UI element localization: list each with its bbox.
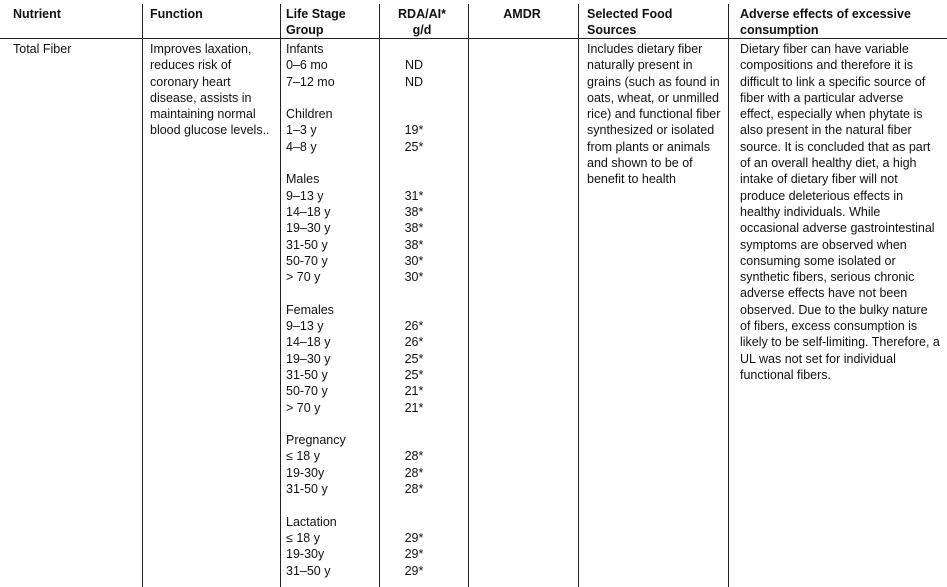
- rda-value: ND: [404, 58, 424, 73]
- life-stage-label: 1–3 y: [286, 123, 317, 138]
- rda-value: 31*: [404, 188, 424, 203]
- rda-value: 21*: [404, 384, 424, 399]
- adverse-effects-text: Dietary fiber can have variable compositions and therefore it is difficult to link a specific source of fiber with a particular adverse effect, especially when phytate is also present in the natural fiber source. It is concluded that as part of an overall healthy diet, a high intake of dietary fiber will not produce deleterious effects in healthy individuals. While occasional adverse gastrointestinal symptoms are observed when consuming some isolated or synthetic fibers, serious chronic adverse effects have not been observed. Due to the bulky nature of fibers, excess consumption is likely to be self-limiting. Therefore, a UL was not set for individual functional fibers.: [740, 42, 940, 382]
- life-stage-row: [286, 334, 461, 350]
- function-text: Improves laxation, reduces risk of coronary heart disease, assists in maintaining normal blood glucose levels..: [150, 42, 270, 138]
- life-stage-label: > 70 y: [286, 270, 321, 285]
- life-stage-row: [286, 351, 461, 367]
- life-stage-group-label: Pregnancy: [286, 433, 346, 448]
- life-stage-group-label: Infants: [286, 42, 324, 56]
- life-stage-group-label: Males: [286, 172, 320, 187]
- rda-value: 25*: [404, 139, 424, 154]
- life-stage-list: [286, 41, 461, 579]
- life-stage-label: 19–30 y: [286, 221, 331, 236]
- column-divider: [280, 4, 281, 587]
- life-stage-label: ≤ 18 y: [286, 530, 320, 545]
- life-stage-group-label: Females: [286, 302, 334, 317]
- rda-value: 28*: [404, 465, 424, 480]
- group-spacer: [286, 497, 461, 513]
- rda-value: 29*: [404, 530, 424, 545]
- column-divider: [468, 4, 469, 587]
- rda-value: 38*: [404, 237, 424, 252]
- life-stage-label: 50-70 y: [286, 384, 328, 399]
- header-amdr: AMDR: [503, 7, 541, 21]
- rda-value: 30*: [404, 253, 424, 268]
- life-stage-label: > 70 y: [286, 400, 321, 415]
- rda-value: 30*: [404, 270, 424, 285]
- life-stage-label: 31-50 y: [286, 367, 328, 382]
- life-stage-row: [286, 139, 461, 155]
- life-stage-row: [286, 237, 461, 253]
- life-stage-label: 14–18 y: [286, 204, 331, 219]
- column-divider: [578, 4, 579, 587]
- life-stage-row: [286, 269, 461, 285]
- rda-value: 28*: [404, 449, 424, 464]
- rda-value: 28*: [404, 482, 424, 497]
- group-spacer: [286, 285, 461, 301]
- life-stage-label: 19–30 y: [286, 351, 331, 366]
- life-stage-row: [286, 465, 461, 481]
- life-stage-row: [286, 563, 461, 579]
- life-stage-row: [286, 74, 461, 90]
- header-nutrient: Nutrient: [13, 7, 61, 21]
- life-stage-row: [286, 448, 461, 464]
- nutrient-name: Total Fiber: [13, 42, 72, 56]
- life-stage-label: 7–12 mo: [286, 74, 335, 89]
- life-stage-label: 31-50 y: [286, 237, 328, 252]
- header-function: Function: [150, 7, 203, 21]
- header-food-sources: Selected Food Sources: [587, 7, 673, 38]
- rda-value: 29*: [404, 547, 424, 562]
- group-spacer: [286, 90, 461, 106]
- life-stage-row: [286, 220, 461, 236]
- food-sources-text: Includes dietary fiber naturally present in grains (such as found in oats, wheat, or unmilled rice) and functional fiber synthesized or isolated from plants or animals and shown to be of benefit to health: [587, 42, 721, 187]
- life-stage-label: 19-30y: [286, 547, 325, 562]
- life-stage-group-label: Lactation: [286, 514, 337, 529]
- life-stage-label: 31–50 y: [286, 563, 331, 578]
- life-stage-label: 4–8 y: [286, 139, 317, 154]
- life-stage-row: [286, 383, 461, 399]
- life-stage-row: [286, 253, 461, 269]
- rda-value: ND: [404, 74, 424, 89]
- rda-value: 38*: [404, 221, 424, 236]
- life-stage-label: 50-70 y: [286, 253, 328, 268]
- life-stage-label: 0–6 mo: [286, 58, 328, 73]
- life-stage-label: 9–13 y: [286, 188, 324, 203]
- life-stage-label: 9–13 y: [286, 319, 324, 334]
- life-stage-label: 19-30y: [286, 465, 325, 480]
- rda-value: 26*: [404, 319, 424, 334]
- rda-value: 19*: [404, 123, 424, 138]
- rda-value: 29*: [404, 563, 424, 578]
- life-stage-row: [286, 481, 461, 497]
- rda-value: 21*: [404, 400, 424, 415]
- life-stage-row: [286, 318, 461, 334]
- column-divider: [728, 4, 729, 587]
- header-adverse-effects: Adverse effects of excessive consumption: [740, 7, 911, 38]
- rda-value: 26*: [404, 335, 424, 350]
- rda-value: 25*: [404, 351, 424, 366]
- header-life-stage: Life Stage Group: [286, 7, 346, 38]
- group-spacer: [286, 416, 461, 432]
- rda-value: 25*: [404, 367, 424, 382]
- life-stage-row: [286, 367, 461, 383]
- life-stage-group-label: Children: [286, 107, 333, 122]
- life-stage-row: [286, 188, 461, 204]
- group-spacer: [286, 155, 461, 171]
- column-divider: [142, 4, 143, 587]
- rda-value: 38*: [404, 204, 424, 219]
- life-stage-row: [286, 57, 461, 73]
- life-stage-label: 14–18 y: [286, 335, 331, 350]
- life-stage-row: [286, 400, 461, 416]
- life-stage-row: [286, 204, 461, 220]
- life-stage-label: 31-50 y: [286, 482, 328, 497]
- life-stage-label: ≤ 18 y: [286, 449, 320, 464]
- life-stage-row: [286, 122, 461, 138]
- life-stage-row: [286, 530, 461, 546]
- life-stage-row: [286, 546, 461, 562]
- header-rda: RDA/AI* g/d: [398, 7, 446, 38]
